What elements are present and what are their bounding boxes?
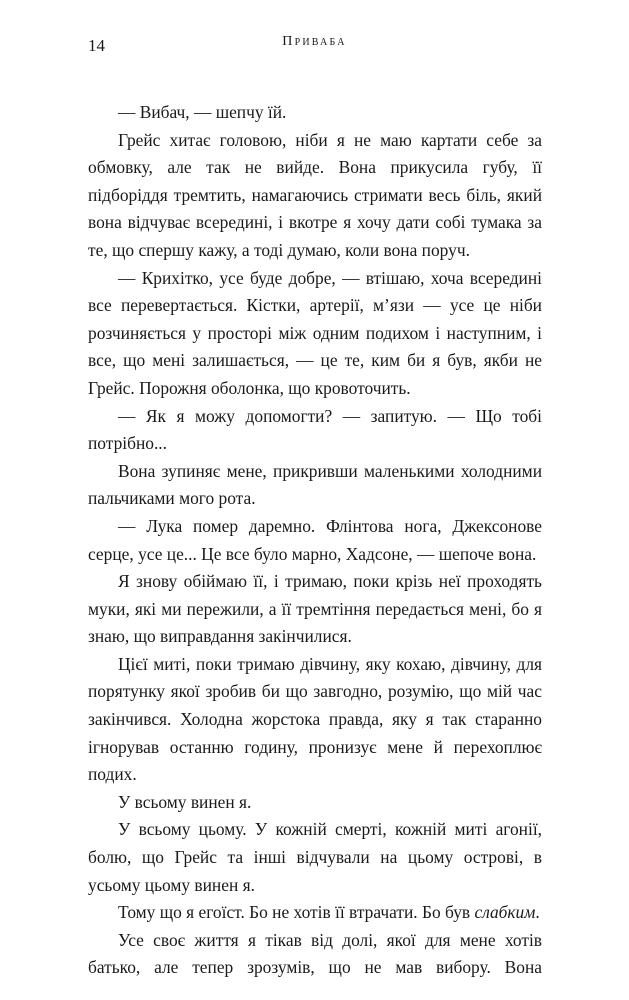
emphasized-word: слабким xyxy=(474,902,536,923)
paragraph: Вона зупиняє мене, прикривши маленькими холодними пальчиками мого рота. xyxy=(88,460,542,509)
running-title: Приваба xyxy=(282,34,347,49)
paragraph: У всьому цьому. У кожній смерті, кожній миті агонії, болю, що Грейс та інші відчували на цьому острові, в усьому цьому винен я. xyxy=(88,819,542,895)
paragraph: Грейс хитає головою, ніби я не маю картати себе за обмовку, але так не вийде. Вона прикусила губу, її підборіддя тремтить, намагаючись стримати весь біль, який вона відчуває всередині, і вкотре я хочу дати собі тумака за те, що спершу кажу, а тоді думаю, коли вона поруч. xyxy=(88,129,542,260)
paragraph: — Вибач, — шепчу їй. xyxy=(118,102,287,122)
paragraph-with-emphasis xyxy=(88,899,542,927)
paragraph-text: Тому що я егоїст. Бо не хотів її втрачати. Бо був xyxy=(118,902,475,923)
paragraph: — Крихітко, усе буде добре, — втішаю, хоча всередині все перевертається. Кістки, артерії, м’язи — усе це ніби розчиняється у просторі між одним подихом і наступним, і все, що мені залишається, — це те, ким би я був, якби не Грейс. Порожня оболонка, що кровоточить. xyxy=(88,267,542,398)
paragraph: У всьому винен я. xyxy=(118,791,252,812)
paragraph: — Лука помер даремно. Флінтова нога, Джексонове серце, усе це... Це все було марно, Хадсоне, — шепоче вона. xyxy=(88,515,542,564)
body-text xyxy=(88,99,542,982)
paragraph: Я знову обіймаю її, і тримаю, поки крізь неї проходять муки, які ми пережили, а її тремтіння передається мені, бо я знаю, що виправдання закінчилися. xyxy=(88,571,542,647)
paragraph: — Як я можу допомогти? — запитую. — Що тобі потрібно... xyxy=(88,405,542,454)
paragraph: Усе своє життя я тікав від долі, якої для мене хотів батько, але тепер зрозумів, що не мав вибору. Вона xyxy=(88,929,542,978)
page-number: 14 xyxy=(88,36,105,55)
paragraph-text: . xyxy=(535,902,540,923)
paragraph: Цієї миті, поки тримаю дівчину, яку кохаю, дівчину, для порятунку якої зробив би що завгодно, розумію, що мій час закінчився. Холодна жорстока правда, яку я так старанно ігнорував останню годину, пронизує мене й перехоплює подих. xyxy=(88,653,542,785)
page-header xyxy=(0,30,629,60)
